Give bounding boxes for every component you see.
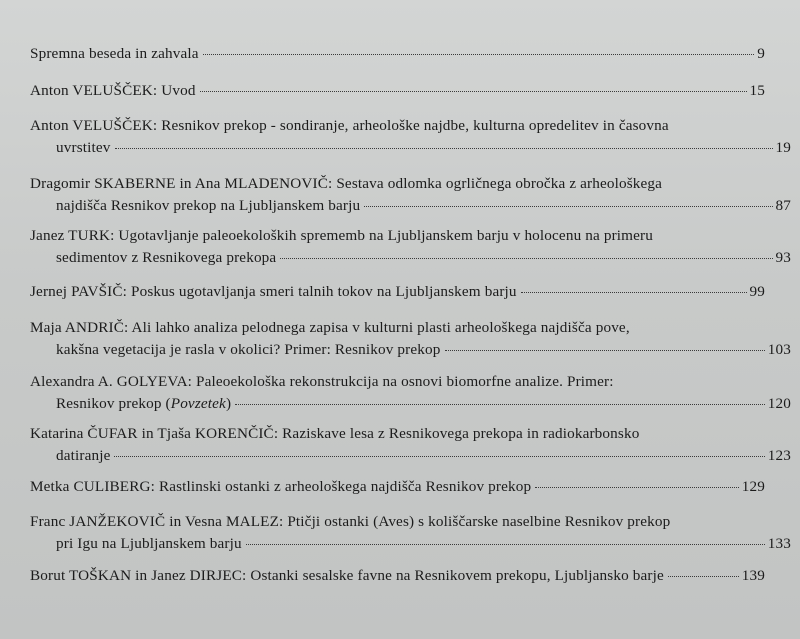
toc-page-number: 99 [749,283,765,300]
toc-entry [0,511,800,555]
toc-entry-title-cont: Resnikov prekop (Povzetek) [56,395,232,412]
toc-page-number: 139 [741,567,765,584]
toc-entry [0,80,800,102]
toc-entry-title-cont: pri Igu na Ljubljanskem barju [56,535,242,552]
toc-entry-title-cont: najdišča Resnikov prekop na Ljubljanskem barju [56,197,361,214]
toc-entry-title: Maja ANDRIČ: Ali lahko analiza pelodnega zapisa v kulturni plasti arheološkega najdišča pove, [30,319,630,336]
dot-leader [115,147,773,149]
toc-entry [0,43,800,65]
toc-entry-title: Borut TOŠKAN in Janez DIRJEC: Ostanki sesalske favne na Resnikovem prekopu, Ljubljansko barje [30,567,664,584]
toc-page-number: 123 [767,447,791,464]
toc-entry-title-cont: kakšna vegetacija je rasla v okolici? Primer: Resnikov prekop [56,341,441,358]
dot-leader [114,455,764,457]
toc-entry-title: Spremna beseda in zahvala [30,45,199,62]
toc-entry-title-cont: datiranje [56,447,111,464]
dot-leader [668,575,739,577]
toc-entry-title: Metka CULIBERG: Rastlinski ostanki z arheološkega najdišča Resnikov prekop [30,478,532,495]
toc-page-number: 9 [757,45,765,62]
toc-entry-title: Alexandra A. GOLYEVA: Paleoekološka rekonstrukcija na osnovi biomorfne analize. Primer: [30,373,614,390]
toc-entry-title: Dragomir SKABERNE in Ana MLADENOVIČ: Sestava odlomka ogrličnega obročka z arheološkega [30,175,663,192]
toc-entry [0,317,800,361]
toc-entry-title: Franc JANŽEKOVIČ in Vesna MALEZ: Ptičji ostanki (Aves) s koliščarske naselbine Resnikov prekop [30,513,671,530]
toc-page-number: 133 [767,535,791,552]
dot-leader [364,205,772,207]
toc-entry [0,565,800,587]
toc-entry [0,281,800,303]
toc-page-number: 15 [749,82,765,99]
toc-entry-title: Jernej PAVŠIČ: Poskus ugotavljanja smeri talnih tokov na Ljubljanskem barju [30,283,517,300]
toc-entry [0,371,800,415]
dot-leader [521,291,747,293]
dot-leader [280,257,772,259]
dot-leader [246,543,765,545]
toc-entry [0,173,800,217]
toc-entry [0,423,800,467]
dot-leader [203,53,755,55]
toc-entry-title: Janez TURK: Ugotavljanje paleoekoloških sprememb na Ljubljanskem barju v holocenu na primeru [30,227,653,244]
toc-entry-title: Katarina ČUFAR in Tjaša KORENČIČ: Raziskave lesa z Resnikovega prekopa in radiokarbonsko [30,425,640,442]
dot-leader [445,349,765,351]
toc-page-number: 87 [775,197,791,214]
toc-entry-title-cont: uvrstitev [56,139,111,156]
dot-leader [235,403,765,405]
toc-entry [0,476,800,498]
toc-page-number: 129 [741,478,765,495]
toc-entry [0,115,800,159]
toc-entry [0,225,800,269]
toc-page-number: 103 [767,341,791,358]
toc-entry-title: Anton VELUŠČEK: Resnikov prekop - sondiranje, arheološke najdbe, kulturna opredelitev in časovna [30,117,669,134]
dot-leader [200,90,747,92]
toc-page-number: 19 [775,139,791,156]
toc-page-number: 120 [767,395,791,412]
toc-page-number: 93 [775,249,791,266]
dot-leader [535,486,739,488]
toc-entry-title-cont: sedimentov z Resnikovega prekopa [56,249,277,266]
toc-entry-title: Anton VELUŠČEK: Uvod [30,82,196,99]
